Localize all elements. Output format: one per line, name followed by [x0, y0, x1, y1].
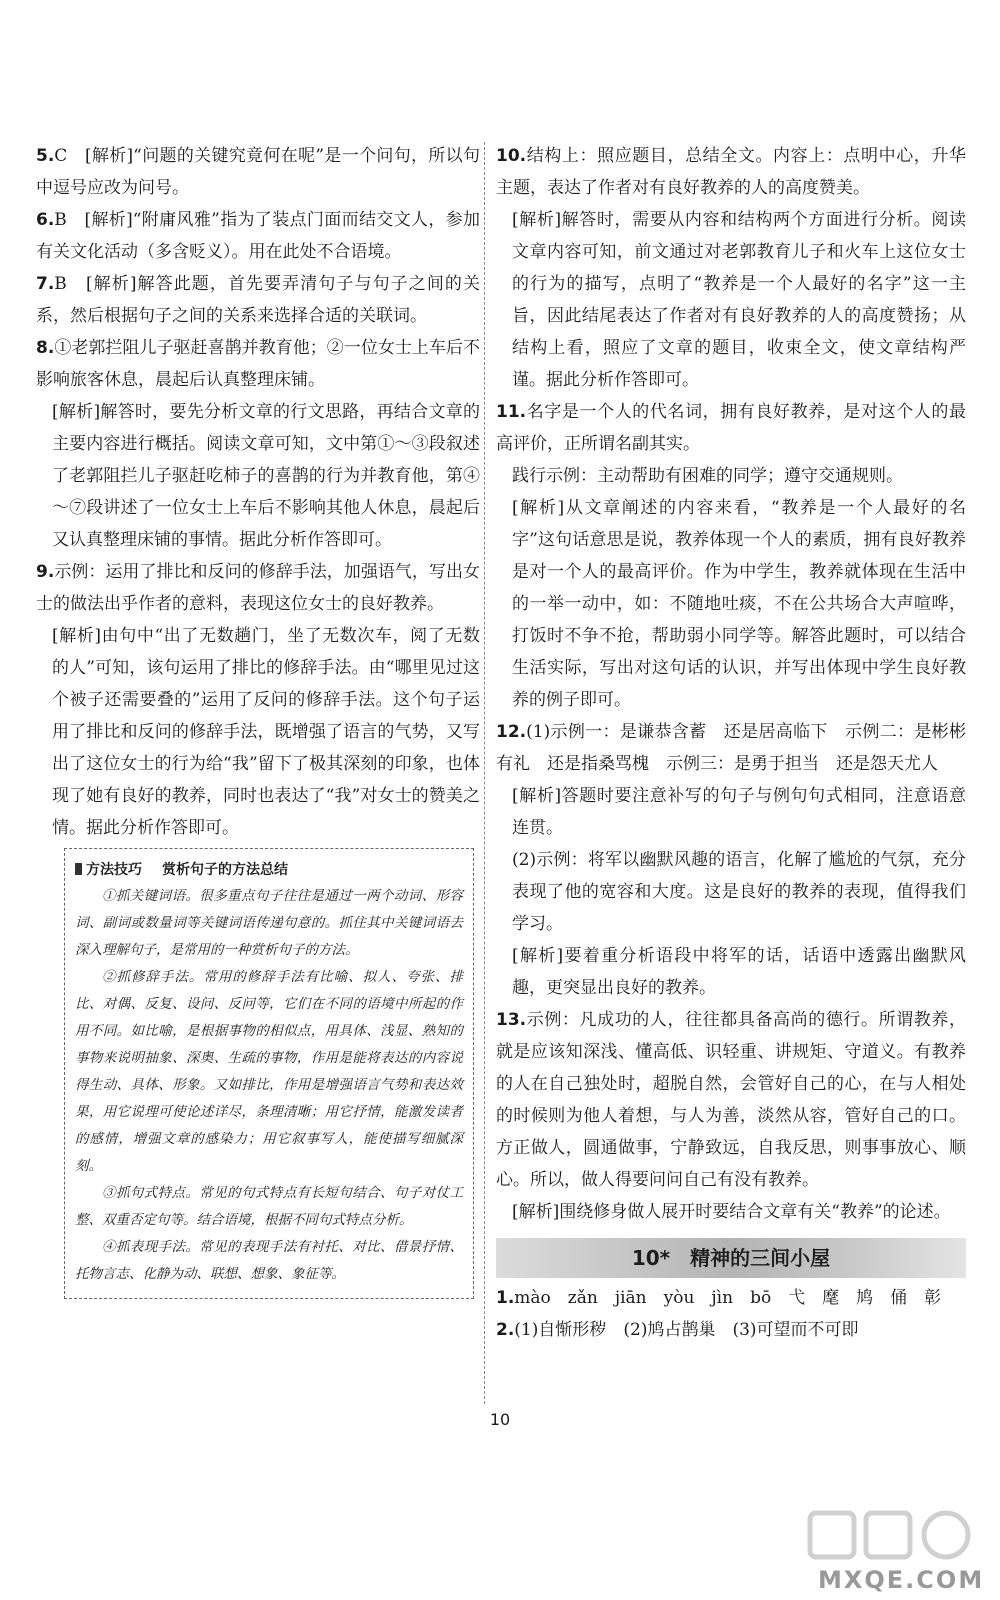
tip-paragraph-4: ④抓表现手法。常见的表现手法有衬托、对比、借景抒情、托物言志、化静为动、联想、想象、象征等。: [75, 1239, 463, 1282]
tip-paragraph-2: ②抓修辞手法。常用的修辞手法有比喻、拟人、夸张、排比、对偶、反复、设问、反问等，它们在不同的语境中所起的作用不同。如比喻，是根据事物的相似点，用具体、浅显、熟知的事物来说明抽象、深奥、生疏的事物，作用是能将表达的内容说得生动、具体、形象。又如排比，作用是增强语言气势和表达效果，用它说理可使论述详尽，条理清晰；用它抒情，能激发读者的感情，增强文章的感染力；用它叙事写人，能使描写细腻深刻。: [75, 969, 463, 1174]
square-bullet-icon: [75, 863, 82, 875]
analysis-9: [解析]由句中“出了无数趟门，坐了无数次车，阅了无数的人”可知，该句运用了排比的修辞手法。由“哪里见过这个被子还需要叠的”运用了反问的修辞手法。这个句子运用了排比和反问的修辞手法，既增强了语言的气势，又写出了这位女士的行为给“我”留下了极其深刻的印象，也体现了她有良好的教养，同时也表达了“我”对女士的赞美之情。据此分析作答即可。: [52, 626, 480, 838]
method-tips-title: 赏析句子的方法总结: [162, 862, 288, 878]
page-number: 10: [489, 1410, 511, 1429]
answer-10: 10.结构上：照应题目，总结全文。内容上：点明中心，升华主题，表达了作者对有良好教养的人的高度赞美。: [496, 146, 966, 198]
practice-11: 践行示例：主动帮助有困难的同学；遵守交通规则。: [512, 466, 903, 486]
answer-13: 13.示例：凡成功的人，往往都具备高尚的德行。所谓教养，就是应该知深浅、懂高低、识轻重、讲规矩、守道义。有教养的人在自己独处时，超脱自然，会管好自己的心，在与人相处的时候则为他人着想，与人为善，淡然从容，管好自己的口。方正做人，圆通做事，宁静致远，自我反思，则事事放心、顺心。所以，做人得要问问自己有没有教养。: [496, 1010, 966, 1190]
left-column: [36, 140, 480, 1299]
analysis-11: [解析]从文章阐述的内容来看，“教养是一个人最好的名字”这句话意思是说，教养体现一个人的素质，拥有良好教养是对一个人的最高评价。作为中学生，教养就体现在生活中的一举一动中，如：不随地吐痰，不在公共场合大声喧哗，打饭时不争不抢，帮助弱小同学等。解答此题时，可以结合生活实际，写出对这句话的认识，并写出体现中学生良好教养的例子即可。: [512, 498, 966, 710]
method-tips-label: 方法技巧: [86, 862, 142, 878]
analysis-12-1: [解析]答题时要注意补写的句子与例句句式相同，注意语意连贯。: [512, 786, 966, 838]
lesson-title-banner: [496, 1238, 966, 1278]
analysis-12-2: [解析]要着重分析语段中将军的话，话语中透露出幽默风趣，更突显出良好的教养。: [512, 946, 966, 998]
method-tips-box: [64, 848, 474, 1299]
answer-9: 9.示例：运用了排比和反问的修辞手法，加强语气，写出女士的做法出乎作者的意料，表现这位女士的良好教养。: [36, 562, 480, 614]
lesson-answer-1: 1.mào zǎn jiān yòu jìn bō 弋 麾 鸠 俑 彰: [496, 1288, 942, 1308]
answer-11: 11.名字是一个人的代名词，拥有良好教养，是对这个人的最高评价，正所谓名副其实。: [496, 402, 966, 454]
answer-6: 6.B [解析]“附庸风雅”指为了装点门面而结交文人，参加有关文化活动（多含贬义）。用在此处不合语境。: [36, 210, 480, 262]
analysis-10: [解析]解答时，需要从内容和结构两个方面进行分析。阅读文章内容可知，前文通过对老郭教育儿子和火车上这位女士的行为的描写，点明了“教养是一个人最好的名字”这一主旨，因此结尾表达了作者对有良好教养的人的高度赞扬；从结构上看，照应了文章的题目，收束全文，使文章结构严谨。据此分析作答即可。: [512, 210, 966, 390]
analysis-13: [解析]围绕修身做人展开时要结合文章有关“教养”的论述。: [512, 1202, 951, 1222]
tip-paragraph-3: ③抓句式特点。常见的句式特点有长短句结合、句子对仗工整、双重否定句等。结合语境，根据不同句式特点分析。: [75, 1185, 463, 1228]
answer-8: 8.①老郭拦阻儿子驱赶喜鹊并教育他；②一位女士上车后不影响旅客休息，晨起后认真整理床铺。: [36, 338, 480, 390]
tip-paragraph-1: ①抓关键词语。很多重点句子往往是通过一两个动词、形容词、副词或数量词等关键词语传递句意的。抓住其中关键词语去深入理解句子，是常用的一种赏析句子的方法。: [75, 888, 463, 958]
lesson-title: 10* 精神的三间小屋: [631, 1246, 831, 1270]
method-tips-header: [75, 857, 463, 883]
column-divider: [484, 142, 485, 1404]
answer-12-2: (2)示例：将军以幽默风趣的语言，化解了尴尬的气氛，充分表现了他的宽容和大度。这是良好的教养的表现，值得我们学习。: [512, 850, 966, 934]
analysis-8: [解析]解答时，要先分析文章的行文思路，再结合文章的主要内容进行概括。阅读文章可知，文中第①～③段叙述了老郭阻拦儿子驱赶吃柿子的喜鹊的行为并教育他，第④～⑦段讲述了一位女士上车后不影响其他人休息，晨起后又认真整理床铺的事情。据此分析作答即可。: [52, 402, 480, 550]
answer-7: 7.B [解析]解答此题，首先要弄清句子与句子之间的关系，然后根据句子之间的关系来选择合适的关联词。: [36, 274, 480, 326]
lesson-answer-2: 2.(1)自惭形秽 (2)鸠占鹊巢 (3)可望而不可即: [496, 1320, 859, 1340]
right-column: [496, 140, 966, 1346]
answer-5: 5.C [解析]“问题的关键究竟何在呢”是一个问句，所以句中逗号应改为问号。: [36, 146, 480, 198]
watermark-text: MXQE.COM: [818, 1566, 985, 1594]
answer-12: 12.(1)示例一：是谦恭含蓄 还是居高临下 示例二：是彬彬有礼 还是指桑骂槐 示例三：是勇于担当 还是怨天尤人: [496, 722, 966, 774]
